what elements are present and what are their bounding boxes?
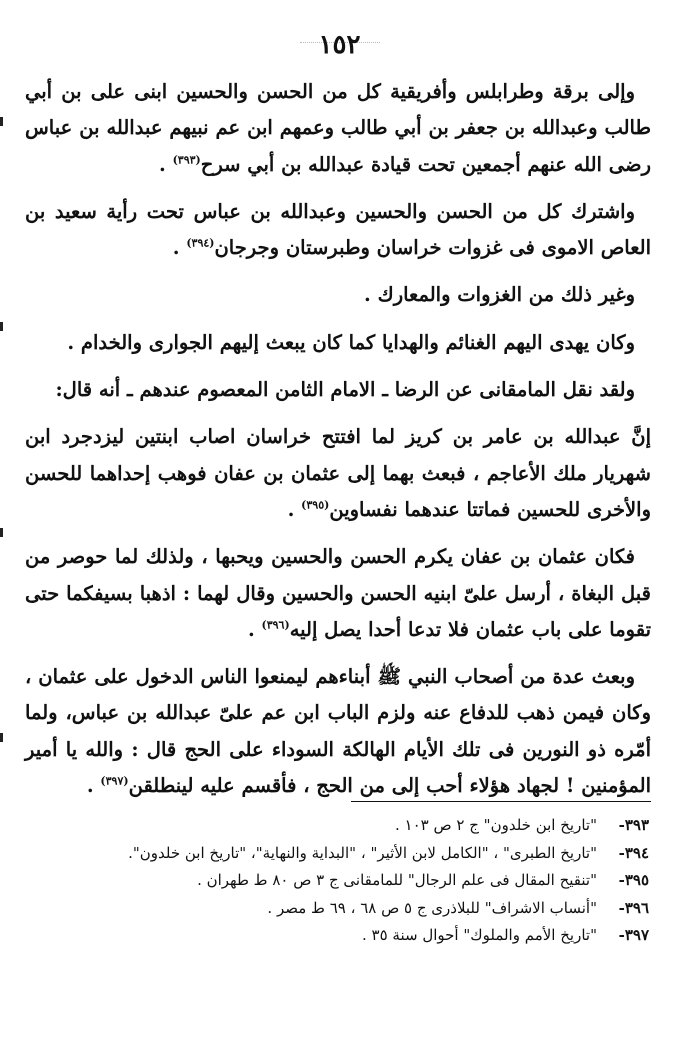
- footnote-ref-397[interactable]: (٣٩٧): [100, 774, 129, 788]
- footnote-397: [49, 922, 649, 950]
- footnote-ref-396[interactable]: (٣٩٦): [261, 618, 290, 632]
- paragraph-text: إنَّ عبدالله بن عامر بن كريز لما افتتح خراسان اصاب ابنتين ليزدجرد ابن شهريار ملك الأعاجم ، فبعث بهما إلى عثمان بن عفان فوهب إحداهما للحسن والأخرى للحسين فماتتا عندهما نفساوين: [25, 425, 651, 521]
- paragraph-7: [25, 539, 651, 648]
- footnote-number: ٣٩٥-: [618, 871, 649, 889]
- paragraph-end: .: [287, 497, 302, 521]
- paragraph-text: وإلى برقة وطرابلس وأفريقية كل من الحسن والحسين ابنى على بن أبي طالب وعبدالله بن جعفر بن أبي طالب وعمهم ابن عم نبيهم عبدالله بن عباس رضى الله عنهم أجمعين تحت قيادة عبدالله بن أبي سرح: [25, 80, 651, 176]
- footnote-text: "أنساب الاشراف" للبلاذرى ج ٥ ص ٦٨ ، ٦٩ ط مصر .: [267, 898, 597, 917]
- footnote-ref-393[interactable]: (٣٩٣): [172, 153, 201, 167]
- footnote-number: ٣٩٧-: [618, 926, 649, 944]
- footnote-393: [49, 812, 649, 840]
- paragraph-3: [25, 277, 651, 313]
- paragraph-text: وكان يهدى اليهم الغنائم والهدايا كما كان يبعث إليهم الجوارى والخدام .: [67, 330, 635, 354]
- footnote-number: ٣٩٤-: [618, 843, 649, 862]
- footnote-ref-395[interactable]: (٣٩٥): [301, 498, 330, 512]
- scan-edge-mark: [0, 117, 3, 126]
- paragraph-2: [25, 194, 651, 267]
- paragraph-8: [25, 659, 651, 804]
- footnote-396: [49, 895, 649, 923]
- paragraph-text: ولقد نقل المامقانى عن الرضا ـ الامام الثامن المعصوم عندهم ـ أنه قال:: [55, 378, 635, 402]
- paragraph-end: .: [158, 152, 173, 176]
- paragraph-5: [25, 372, 651, 408]
- footnote-ref-394[interactable]: (٣٩٤): [186, 236, 215, 250]
- paragraph-4: [25, 325, 651, 361]
- paragraph-1: [25, 74, 651, 183]
- paragraph-text: فكان عثمان بن عفان يكرم الحسن والحسين ويحبها ، ولذلك لما حوصر من قبل البغاة ، أرسل علىّ ابنيه الحسن والحسين وقال لهما : اذهبا بسيفكما حتى تقوما على باب عثمان فلا تدعا أحدا يصل إليه: [25, 545, 651, 641]
- scan-edge-mark: [0, 733, 3, 742]
- footnotes-list: [49, 812, 649, 950]
- paragraph-6: [25, 419, 651, 528]
- footnote-394: [49, 840, 649, 868]
- paragraph-text: واشترك كل من الحسن والحسين وعبدالله بن عباس تحت رأية سعيد بن العاص الاموى فى غزوات خراسان وطبرستان وجرجان: [25, 199, 651, 260]
- paragraph-text: وغير ذلك من الغزوات والمعارك .: [364, 283, 635, 307]
- paragraph-end: .: [247, 617, 262, 641]
- body-text: [25, 74, 651, 815]
- page-number: ١٥٢: [318, 30, 361, 60]
- scan-edge-mark: [0, 322, 3, 331]
- footnote-number: ٣٩٣-: [618, 816, 649, 834]
- paragraph-end: .: [172, 236, 187, 260]
- footnote-divider: [351, 801, 651, 802]
- footnote-395: [49, 867, 649, 895]
- footnote-text: "تاريخ الأمم والملوك" أحوال سنة ٣٥ .: [361, 926, 597, 944]
- footnote-text: "تنقيح المقال فى علم الرجال" للمامقانى ج ٣ ص ٨٠ ط طهران .: [197, 871, 597, 889]
- paragraph-end: .: [86, 774, 101, 798]
- footnote-text: "تاريخ ابن خلدون" ج ٢ ص ١٠٣ .: [395, 816, 597, 834]
- footnote-text: "تاريخ الطبرى" ، "الكامل لابن الأثير" ، "البداية والنهاية"، "تاريخ ابن خلدون".: [128, 843, 597, 862]
- paragraph-text: وبعث عدة من أصحاب النبي ﷺ أبناءهم ليمنعوا الناس الدخول على عثمان ، وكان فيمن ذهب للدفاع عنه ولزم الباب ابن عم علىّ عبدالله بن عباس، ولما أمّره ذو النورين فى تلك الأيام الهالكة السوداء على الحج قال : والله يا أمير المؤمنين ! لجهاد هؤلاء أحب إلى من الحج ، فأقسم عليه لينطلقن: [25, 665, 651, 798]
- footnote-number: ٣٩٦-: [618, 898, 649, 917]
- scan-edge-mark: [0, 528, 3, 537]
